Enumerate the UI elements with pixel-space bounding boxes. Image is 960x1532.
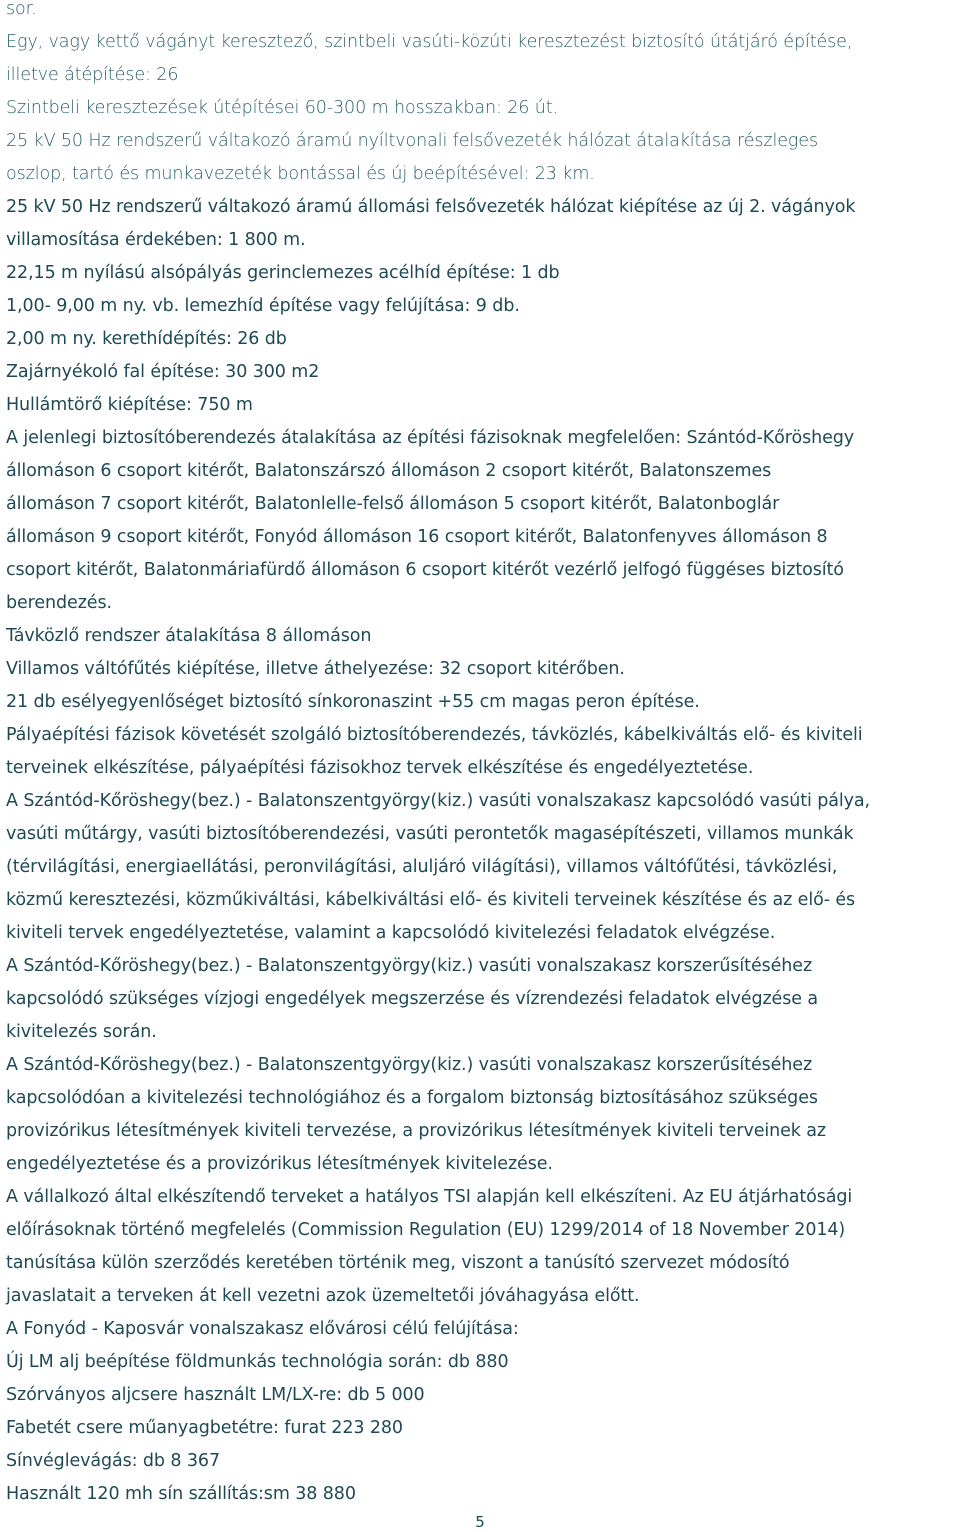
text-line: berendezés. — [6, 593, 112, 613]
text-line: Új LM alj beépítése földmunkás technológia során: db 880 — [6, 1352, 509, 1372]
text-line: állomáson 9 csoport kitérőt, Fonyód állomáson 16 csoport kitérőt, Balatonfenyves állomáson 8 — [6, 527, 828, 547]
text-line: tanúsítása külön szerződés keretében történik meg, viszont a tanúsító szervezet módosító — [6, 1253, 790, 1273]
text-line: csoport kitérőt, Balatonmáriafürdő állomáson 6 csoport kitérőt vezérlő jelfogó függéses biztosító — [6, 560, 844, 580]
text-line: 21 db esélyegyenlőséget biztosító sínkoronaszint +55 cm magas peron építése. — [6, 692, 700, 712]
text-line: (térvilágítási, energiaellátási, peronvilágítási, aluljáró világítási), villamos váltófűtési, távközlési, — [6, 857, 838, 877]
text-line: Sínvéglevágás: db 8 367 — [6, 1451, 220, 1471]
text-line: Hullámtörő kiépítése: 750 m — [6, 395, 253, 415]
document-body — [6, 0, 951, 1511]
text-line: A Szántód-Kőröshegy(bez.) - Balatonszentgyörgy(kiz.) vasúti vonalszakasz kapcsolódó vasúti pálya, — [6, 791, 871, 811]
text-line: Szintbeli keresztezések útépítései 60-300 m hosszakban: 26 út. — [6, 98, 558, 118]
text-line: Villamos váltófűtés kiépítése, illetve áthelyezése: 32 csoport kitérőben. — [6, 659, 625, 679]
text-line: 22,15 m nyílású alsópályás gerinclemezes acélhíd építése: 1 db — [6, 263, 560, 283]
text-line: engedélyeztetése és a provizórikus létesítmények kivitelezése. — [6, 1154, 553, 1174]
text-line: állomáson 6 csoport kitérőt, Balatonszárszó állomáson 2 csoport kitérőt, Balatonszemes — [6, 461, 772, 481]
text-line: vasúti műtárgy, vasúti biztosítóberendezési, vasúti perontetők magasépítészeti, villamos munkák — [6, 824, 854, 844]
page-number: 5 — [475, 1513, 485, 1531]
text-line: A vállalkozó által elkészítendő terveket a hatályos TSI alapján kell elkészíteni. Az EU átjárhatósági — [6, 1187, 853, 1207]
text-line: előírásoknak történő megfelelés (Commission Regulation (EU) 1299/2014 of 18 November 2014) — [6, 1220, 846, 1240]
text-line: Távközlő rendszer átalakítása 8 állomáson — [6, 626, 372, 646]
text-line: Pályaépítési fázisok követését szolgáló biztosítóberendezés, távközlés, kábelkiváltás elő- és kiviteli — [6, 725, 863, 745]
text-line: kiviteli tervek engedélyeztetése, valamint a kapcsolódó kivitelezési feladatok elvégzése. — [6, 923, 776, 943]
text-line: Egy, vagy kettő vágányt keresztező, szintbeli vasúti-közúti keresztezést biztosító útátjáró építése, — [6, 32, 853, 52]
text-line: A Szántód-Kőröshegy(bez.) - Balatonszentgyörgy(kiz.) vasúti vonalszakasz korszerűsítéséhez — [6, 956, 813, 976]
text-line: sor. — [6, 0, 37, 19]
text-line: kivitelezés során. — [6, 1022, 157, 1042]
text-line: 2,00 m ny. kerethídépítés: 26 db — [6, 329, 287, 349]
text-line: illetve átépítése: 26 — [6, 65, 179, 85]
text-line: 25 kV 50 Hz rendszerű váltakozó áramú állomási felsővezeték hálózat kiépítése az új 2. vágányok — [6, 197, 856, 217]
text-line: Szórványos aljcsere használt LM/LX-re: db 5 000 — [6, 1385, 425, 1405]
text-line: közmű keresztezési, közműkiváltási, kábelkiváltási elő- és kiviteli terveinek készítése és az elő- és — [6, 890, 856, 910]
text-line: A jelenlegi biztosítóberendezés átalakítása az építési fázisoknak megfelelően: Szántód-Kőröshegy — [6, 428, 855, 448]
text-line: javaslatait a terveken át kell vezetni azok üzemeltetői jóváhagyása előtt. — [6, 1286, 640, 1306]
text-line: 1,00- 9,00 m ny. vb. lemezhíd építése vagy felújítása: 9 db. — [6, 296, 520, 316]
text-line: 25 kV 50 Hz rendszerű váltakozó áramú nyíltvonali felsővezeték hálózat átalakítása részleges — [6, 131, 818, 151]
text-line: Zajárnyékoló fal építése: 30 300 m2 — [6, 362, 320, 382]
text-line: terveinek elkészítése, pályaépítési fázisokhoz tervek elkészítése és engedélyeztetése. — [6, 758, 754, 778]
text-line: kapcsolódóan a kivitelezési technológiához és a forgalom biztonság biztosításához szükséges — [6, 1088, 818, 1108]
text-line: oszlop, tartó és munkavezeték bontással és új beépítésével: 23 km. — [6, 164, 595, 184]
text-line: villamosítása érdekében: 1 800 m. — [6, 230, 306, 250]
text-line: A Fonyód - Kaposvár vonalszakasz elővárosi célú felújítása: — [6, 1319, 519, 1339]
text-line: provizórikus létesítmények kiviteli tervezése, a provizórikus létesítmények kiviteli terveinek az — [6, 1121, 826, 1141]
text-line: kapcsolódó szükséges vízjogi engedélyek megszerzése és vízrendezési feladatok elvégzése a — [6, 989, 818, 1009]
text-line: állomáson 7 csoport kitérőt, Balatonlelle-felső állomáson 5 csoport kitérőt, Balatonboglár — [6, 494, 780, 514]
text-line: Használt 120 mh sín szállítás:sm 38 880 — [6, 1484, 356, 1504]
text-line: Fabetét csere műanyagbetétre: furat 223 280 — [6, 1418, 403, 1438]
text-line: A Szántód-Kőröshegy(bez.) - Balatonszentgyörgy(kiz.) vasúti vonalszakasz korszerűsítéséhez — [6, 1055, 813, 1075]
